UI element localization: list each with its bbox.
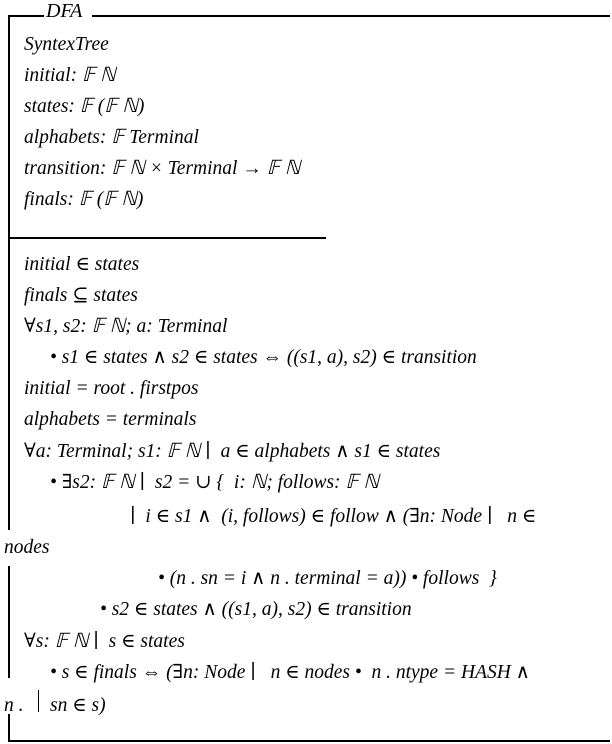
decl-initial: initial: 𝔽 ℕ bbox=[24, 65, 116, 86]
decl-states: states: 𝔽 (𝔽 ℕ) bbox=[24, 96, 145, 117]
wrap-bar bbox=[38, 690, 39, 712]
schema-left-bar-1 bbox=[8, 15, 10, 530]
pred-forall-s: ∀s: 𝔽 ℕ ∣ s ∈ states bbox=[24, 631, 185, 652]
pred-transition-condition: • s1 ∈ states ∧ s2 ∈ states ⇔ ((s1, a), s2) ∈ transition bbox=[50, 347, 477, 368]
pred-initial-in-states: initial ∈ states bbox=[24, 254, 140, 275]
schema-top-rule-right bbox=[92, 15, 610, 17]
decl-alphabets: alphabets: 𝔽 Terminal bbox=[24, 127, 199, 148]
schema-left-bar-3 bbox=[8, 714, 10, 742]
pred-s2-in-states: • s2 ∈ states ∧ ((s1, a), s2) ∈ transition bbox=[100, 599, 412, 620]
pred-exists-s2: • ∃s2: 𝔽 ℕ ∣ s2 = ∪ { i: ℕ; follows: 𝔽 ℕ bbox=[50, 472, 380, 493]
decl-finals: finals: 𝔽 (𝔽 ℕ) bbox=[24, 189, 144, 210]
decl-syntextree: SyntexTree bbox=[24, 34, 109, 55]
schema-divider bbox=[8, 237, 326, 239]
pred-alphabets-terminals: alphabets = terminals bbox=[24, 409, 197, 430]
pred-initial-firstpos: initial = root . firstpos bbox=[24, 378, 199, 399]
pred-sn-in-s: sn ∈ s) bbox=[50, 695, 106, 716]
pred-n-wrap: n . bbox=[4, 695, 24, 716]
pred-follow-condition: ∣ i ∈ s1 ∧ (i, follows) ∈ follow ∧ (∃n: Node ∣ n ∈ bbox=[130, 506, 537, 527]
pred-forall-s1-s2: ∀s1, s2: 𝔽 ℕ; a: Terminal bbox=[24, 316, 228, 337]
pred-finals-hash: • s ∈ finals ⇔ (∃n: Node ∣ n ∈ nodes • n . ntype = HASH ∧ bbox=[50, 662, 530, 683]
pred-sn-terminal: • (n . sn = i ∧ n . terminal = a)) • follows } bbox=[158, 568, 497, 589]
decl-transition: transition: 𝔽 ℕ × Terminal → 𝔽 ℕ bbox=[24, 158, 301, 179]
schema-bottom-rule bbox=[8, 740, 610, 742]
schema-left-bar-2 bbox=[8, 566, 10, 678]
schema-top-rule-left bbox=[8, 15, 44, 17]
schema-name: DFA bbox=[46, 0, 83, 22]
pred-forall-a-s1: ∀a: Terminal; s1: 𝔽 ℕ ∣ a ∈ alphabets ∧ s1 ∈ states bbox=[24, 441, 441, 462]
pred-finals-subset-states: finals ⊆ states bbox=[24, 285, 138, 306]
pred-nodes-wrap: nodes bbox=[4, 537, 50, 558]
